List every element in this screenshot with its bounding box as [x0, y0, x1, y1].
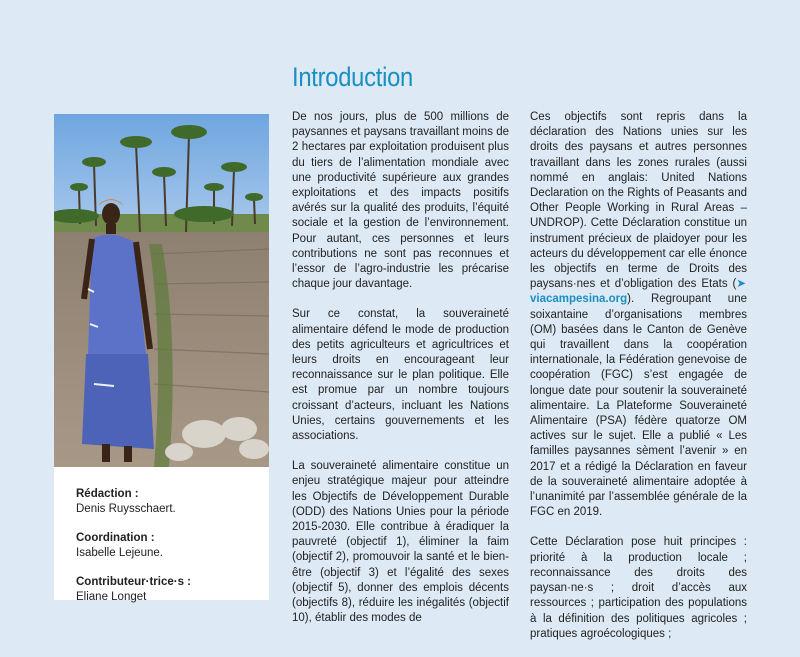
- paragraph-text: Ces objectifs sont repris dans la déclaration des Nations unies sur les droits des paysans et autres personnes travaillant dans les zones rurales (aussi nommé en anglais: United Nations Declaration on the Rights of Peasants and Other People Working in Rural Areas – UNDROP). Cette Déclaration constitue un instrument précieux de plaidoyer pour les acteurs du développement car elle énonce les objectifs en terme de Droits des paysans·nes et d’obligation des Etats (: [530, 111, 747, 291]
- credits-contributeur-value: Eliane Longet: [76, 591, 147, 603]
- viacampesina-link[interactable]: viacampesina.org: [530, 293, 628, 306]
- credits-contributeur-label: Contributeur·trice·s :: [76, 576, 191, 588]
- paragraph: [530, 110, 747, 520]
- credits-coordination: [76, 531, 163, 561]
- paragraph: Sur ce constat, la souveraineté alimentaire défend le mode de production des petits agriculteurs et agricultrices et leurs droits en encourageant leur reconnaissance sur le plan politique. Elle est promue par un nombre toujours croissant d’acteurs, incluant les Nations Unies, certains gouvernements et les associations.: [292, 308, 509, 443]
- credits-redaction-value: Denis Ruysschaert.: [76, 503, 176, 515]
- paragraph: Cette Déclaration pose huit principes : priorité à la production locale ; reconnaissance des droits des paysan·ne·s ; droit d’accès aux ressources ; participation des populations à la définition des politiques agricoles ; pratiques agroécologiques ;: [530, 536, 747, 640]
- credits-contributeur: [76, 575, 191, 605]
- paragraph: De nos jours, plus de 500 millions de paysannes et paysans travaillant moins de 2 hectares par exploitation produisent plus du tiers de l’alimentation mondiale avec une productivité supérieure aux grandes exploitations et des impacts positifs avérés sur la qualité des produits, l’équité sociale et la gestion de l’environnement. Pour autant, ces personnes et leurs contributions ne sont pas reconnues et l’essor de l’agro-industrie les précarise chaque jour davantage.: [292, 111, 509, 291]
- credits-coordination-value: Isabelle Lejeune.: [76, 547, 163, 559]
- credits-redaction: [76, 487, 176, 517]
- paragraph: La souveraineté alimentaire constitue un enjeu stratégique majeur pour atteindre les Objectifs de Développement Durable (ODD) des Nations Unies pour la période 2015-2030. Elle contribue à éradiquer la pauvreté (objectif 1), éliminer la faim (objectif 2), promouvoir la santé et le bien-être (objectif 3) et l’égalité des sexes (objectif 5), donner des emplois décents (objectifs 8), réduire les inégalités (objectif 10), établir des modes de: [292, 460, 509, 625]
- paragraph-text: ). Regroupant une soixantaine d’organisations membres (OM) basées dans le Canton de Genève qui travaillent dans la coopération internationale, la Fédération genevoise de coopération (FGC) s’est engagée de longue date pour soutenir la souveraineté alimentaire. La Plateforme Souveraineté Alimentaire (PSA) fédère quatorze OM actives sur le sujet. Elle a publié « Les familles paysannes sèment l’avenir » en 2017 et a rédigé la Déclaration en faveur de la souveraineté alimentaire adoptée à l’unanimité par l’assemblée générale de la FGC en 2019.: [530, 293, 747, 519]
- credits-coordination-label: Coordination :: [76, 532, 155, 544]
- text-column-1: [292, 110, 509, 642]
- credits-box: [54, 467, 269, 603]
- page-title: Introduction: [292, 62, 413, 92]
- credits-redaction-label: Rédaction :: [76, 488, 139, 500]
- link-icon: ➤: [736, 278, 747, 291]
- text-column-2: [530, 110, 747, 657]
- farmer-photo: [54, 114, 269, 467]
